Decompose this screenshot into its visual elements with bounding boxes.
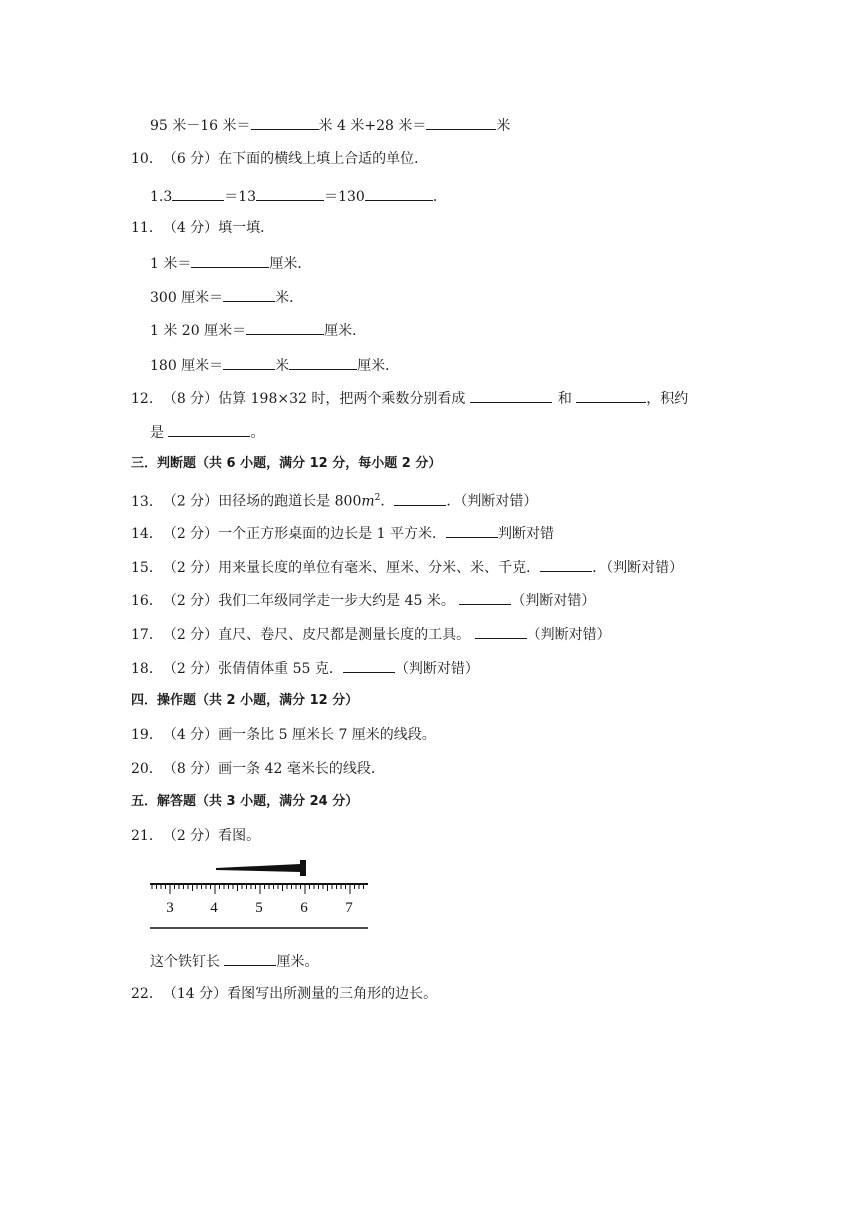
ruler-label: 5 — [255, 900, 263, 916]
section-4-heading: 四．操作题（共 2 小题，满分 12 分） — [131, 693, 359, 708]
question-11-b: 300 厘米＝ 米． — [150, 287, 303, 307]
question-10: 10．（6 分）在下面的横线上填上合适的单位． — [131, 151, 429, 167]
question-11: 11．（4 分）填一填． — [131, 220, 275, 236]
question-17: 17．（2 分）直尺、卷尺、皮尺都是测量长度的工具。 （判断对错） — [131, 624, 611, 644]
answer-blank[interactable] — [191, 253, 269, 268]
ruler-label: 4 — [210, 900, 218, 916]
answer-blank[interactable] — [246, 320, 324, 335]
answer-blank[interactable] — [365, 186, 433, 201]
question-21: 21．（2 分）看图。 — [131, 828, 261, 844]
nail-icon — [216, 860, 306, 876]
question-21-answer: 这个铁钉长 厘米。 — [150, 951, 318, 971]
answer-blank[interactable] — [172, 186, 224, 201]
question-11-c: 1 米 20 厘米＝ 厘米． — [150, 320, 366, 340]
question-19: 19．（4 分）画一条比 5 厘米长 7 厘米的线段。 — [131, 727, 436, 743]
ruler-with-nail-figure — [150, 856, 372, 932]
answer-blank[interactable] — [475, 624, 527, 639]
section-5-heading: 五．解答题（共 3 小题，满分 24 分） — [131, 794, 359, 809]
answer-blank[interactable] — [256, 186, 324, 201]
question-20: 20．（8 分）画一条 42 毫米长的线段． — [131, 761, 385, 777]
ruler-label: 7 — [345, 900, 353, 916]
question-15: 15．（2 分）用来量长度的单位有毫米、厘米、分米、米、千克． ．（判断对错） — [131, 557, 683, 577]
line-subtraction-addition: 95 米－16 米＝ 米 4 米+28 米＝ 米 — [150, 115, 510, 135]
answer-blank[interactable] — [224, 951, 276, 966]
answer-blank[interactable] — [459, 590, 511, 605]
answer-blank[interactable] — [223, 287, 275, 302]
answer-blank[interactable] — [446, 523, 498, 538]
question-11-a: 1 米＝ 厘米． — [150, 253, 311, 273]
question-14: 14．（2 分）一个正方形桌面的边长是 1 平方米． 判断对错 — [131, 523, 554, 543]
answer-blank[interactable] — [576, 388, 646, 403]
ruler-labels — [166, 900, 353, 916]
question-12: 12．（8 分）估算 198×32 时，把两个乘数分别看成 和 ，积约 — [131, 388, 688, 408]
answer-blank[interactable] — [289, 355, 357, 370]
question-18: 18．（2 分）张倩倩体重 55 克． （判断对错） — [131, 658, 479, 678]
answer-blank[interactable] — [394, 491, 446, 506]
answer-blank[interactable] — [223, 355, 275, 370]
answer-blank[interactable] — [168, 422, 250, 437]
question-10-units: 1.3 ＝13 ＝130 ． — [150, 186, 447, 206]
question-13: 13．（2 分）田径场的跑道长是 $800m^2$． ．（判断对错） — [131, 489, 537, 511]
question-12-cont: 是 。 — [150, 422, 264, 442]
answer-blank[interactable] — [251, 115, 319, 130]
ruler-label: 6 — [300, 900, 308, 916]
answer-blank[interactable] — [540, 557, 592, 572]
ruler-label: 3 — [166, 900, 174, 916]
ruler-ticks — [152, 884, 364, 894]
question-11-d: 180 厘米＝ 米 厘米． — [150, 355, 399, 375]
answer-blank[interactable] — [426, 115, 496, 130]
question-16: 16．（2 分）我们二年级同学走一步大约是 45 米。 （判断对错） — [131, 590, 595, 610]
section-3-heading: 三．判断题（共 6 小题，满分 12 分，每小题 2 分） — [131, 456, 442, 471]
question-22: 22．（14 分）看图写出所测量的三角形的边长。 — [131, 986, 438, 1002]
answer-blank[interactable] — [343, 658, 395, 673]
answer-blank[interactable] — [470, 388, 552, 403]
